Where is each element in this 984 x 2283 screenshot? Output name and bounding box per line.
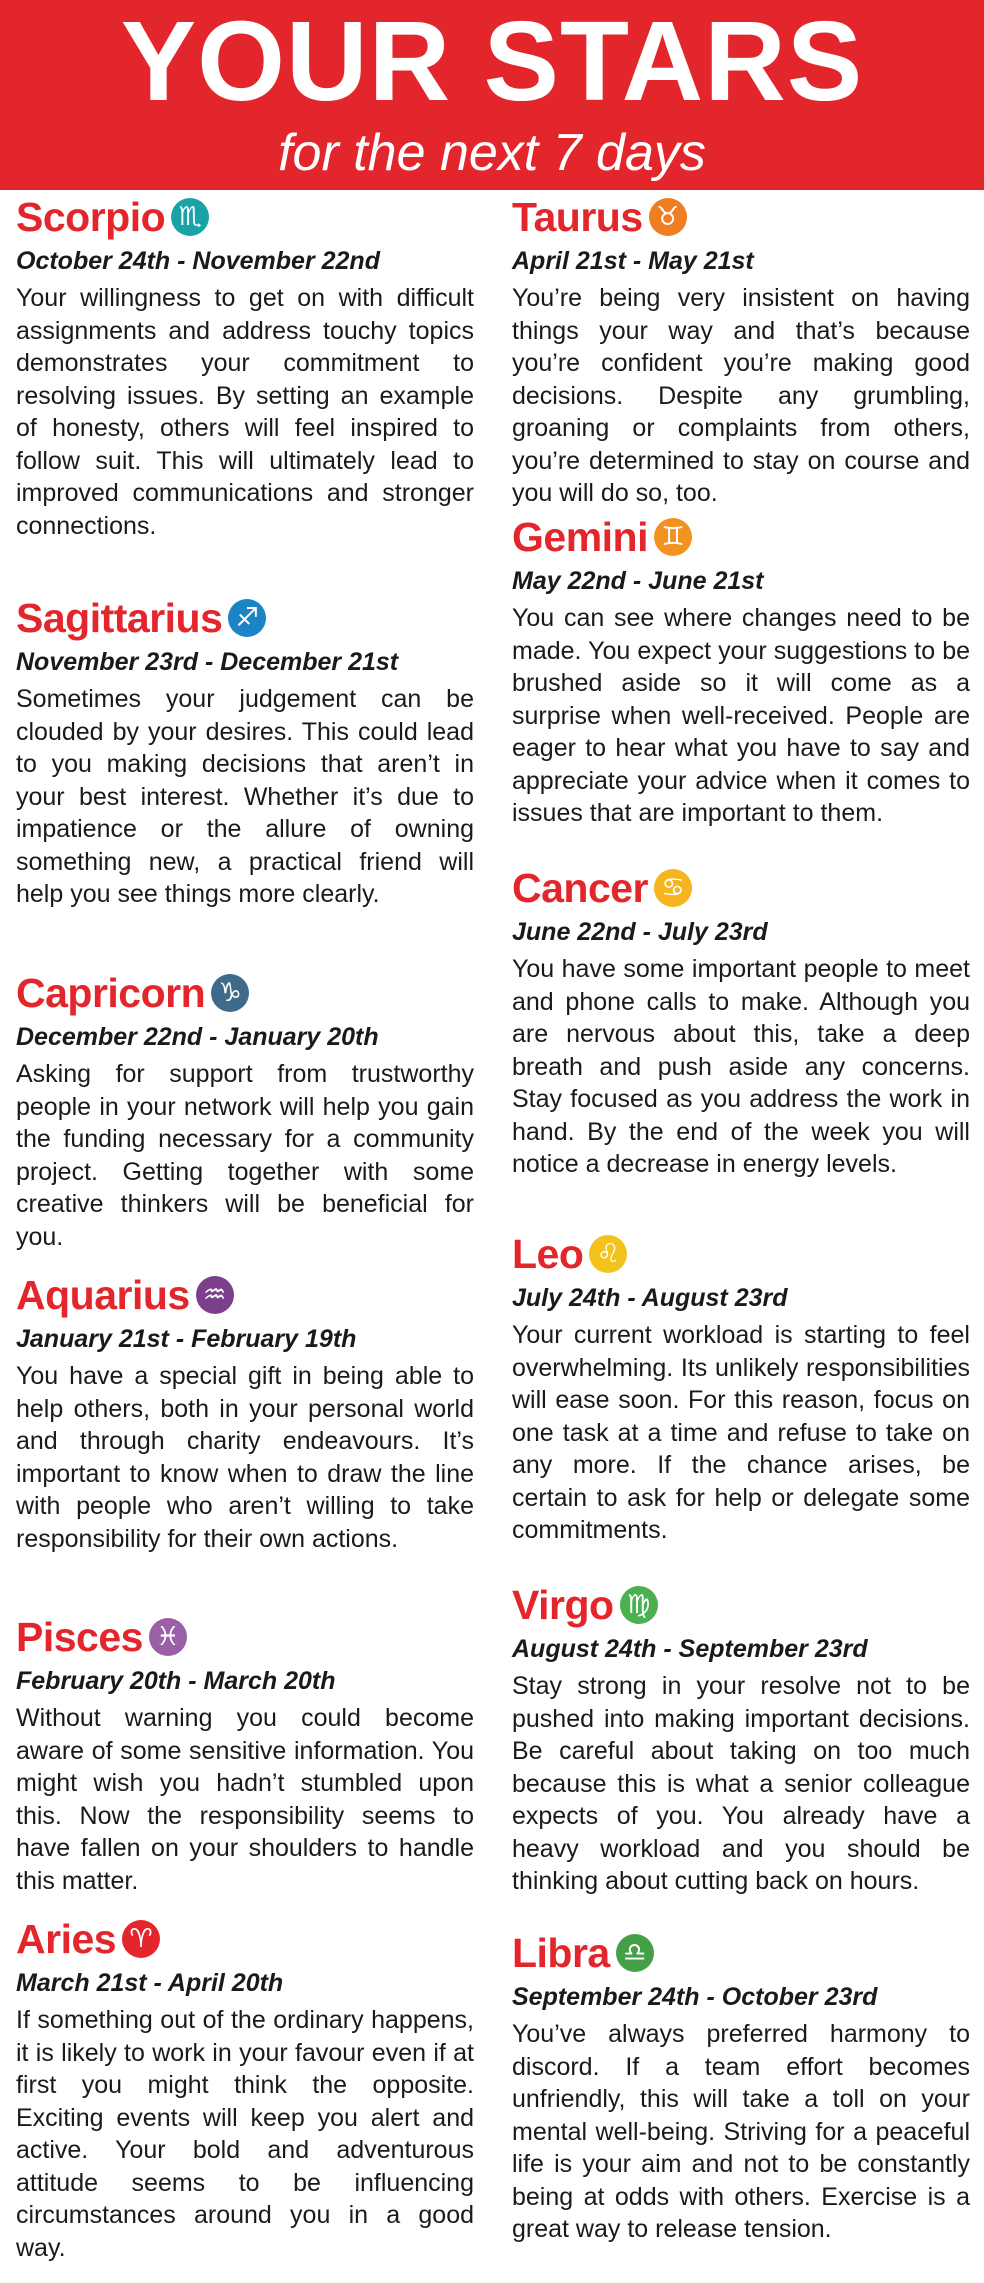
capricorn-icon: ♑ <box>211 974 249 1012</box>
sign-name: Gemini <box>512 514 648 560</box>
horoscope-virgo <box>512 1580 970 1898</box>
sign-dates: May 22nd - June 21st <box>512 567 764 595</box>
horoscope-aquarius <box>16 1270 474 1555</box>
taurus-icon: ♉ <box>649 198 687 236</box>
sign-dates: June 22nd - July 23rd <box>512 918 768 946</box>
horoscope-taurus <box>512 192 970 510</box>
sign-name: Cancer <box>512 865 649 911</box>
sign-dates: July 24th - August 23rd <box>512 1284 788 1312</box>
sign-dates: April 21st - May 21st <box>512 247 754 275</box>
cancer-icon: ♋ <box>654 869 692 907</box>
sign-dates: October 24th - November 22nd <box>16 247 380 275</box>
sign-name: Sagittarius <box>16 595 223 641</box>
gemini-icon: ♊ <box>654 518 692 556</box>
sign-dates: November 23rd - December 21st <box>16 648 399 676</box>
page-title: YOUR STARS <box>120 0 864 124</box>
header-banner <box>0 0 984 190</box>
horoscope-gemini <box>512 512 970 830</box>
horoscope-aries <box>16 1914 474 2264</box>
sign-text: If something out of the ordinary happens, it is likely to work in your favour even if at first you might think the opposite. Exciting events will keep you alert and active. Your bold and adventurous attitude seems to be influencing circumstances around you in a good way. <box>16 2006 474 2262</box>
sign-text: Your current workload is starting to feel overwhelming. Its unlikely responsibilities will ease soon. For this reason, focus on one task at a time and refuse to take on any more. If the chance arises, be certain to ask for help or delegate some commitments. <box>512 1321 970 1544</box>
horoscope-sagittarius <box>16 593 474 911</box>
sign-dates: December 22nd - January 20th <box>16 1023 379 1051</box>
leo-icon: ♌ <box>589 1235 627 1273</box>
pisces-icon: ♓ <box>149 1618 187 1656</box>
sign-text: Your willingness to get on with difficult assignments and address touchy topics demonstrates your commitment to resolving issues. By setting an example of honesty, others will feel inspired to follow suit. This will ultimately lead to improved communications and stronger connections. <box>16 284 474 540</box>
scorpio-icon: ♏ <box>171 198 209 236</box>
aries-icon: ♈ <box>122 1920 160 1958</box>
virgo-icon: ♍ <box>620 1586 658 1624</box>
libra-icon: ♎ <box>616 1934 654 1972</box>
sign-text: Stay strong in your resolve not to be pushed into making important decisions. Be careful about taking on too much because this is what a senior colleague expects of you. You already have a heavy workload and you should be thinking about cutting back on hours. <box>512 1672 970 1895</box>
sign-dates: August 24th - September 23rd <box>512 1635 868 1663</box>
sign-text: Without warning you could become aware of some sensitive information. You might wish you hadn’t stumbled upon this. Now the responsibility seems to have fallen on your shoulders to handle this matter. <box>16 1704 474 1895</box>
horoscope-cancer <box>512 863 970 1181</box>
sign-name: Aries <box>16 1916 117 1962</box>
sign-name: Aquarius <box>16 1272 190 1318</box>
sign-name: Scorpio <box>16 194 166 240</box>
sign-dates: March 21st - April 20th <box>16 1969 284 1997</box>
sign-text: You’re being very insistent on having things your way and that’s because you’re confident you’re making good decisions. Despite any grumbling, groaning or complaints from others, you’re determined to stay on course and you will do so, too. <box>512 284 970 507</box>
sign-text: You have some important people to meet and phone calls to make. Although you are nervous about this, take a deep breath and push aside any concerns. Stay focused as you address the work in hand. By the end of the week you will notice a decrease in energy levels. <box>512 955 970 1178</box>
sign-text: Sometimes your judgement can be clouded by your desires. This could lead to you making decisions that aren’t in your best interest. Whether it’s due to impatience or the allure of owning something new, a practical friend will help you see things more clearly. <box>16 685 474 908</box>
sign-name: Pisces <box>16 1614 143 1660</box>
sign-text: You have a special gift in being able to help others, both in your personal world and through charity endeavours. It’s important to know when to draw the line with people who aren’t willing to take responsibility for their own actions. <box>16 1362 474 1553</box>
sign-dates: January 21st - February 19th <box>16 1325 357 1353</box>
horoscope-libra <box>512 1928 970 2246</box>
sign-name: Libra <box>512 1930 610 1976</box>
sign-name: Virgo <box>512 1582 614 1628</box>
page-subtitle: for the next 7 days <box>278 124 706 182</box>
sign-dates: September 24th - October 23rd <box>512 1983 878 2011</box>
horoscope-pisces <box>16 1612 474 1897</box>
sign-text: You can see where changes need to be made. You expect your suggestions to be brushed aside so it will come as a surprise when well-received. People are eager to hear what you have to say and appreciate your advice when it comes to issues that are important to them. <box>512 604 970 827</box>
sign-dates: February 20th - March 20th <box>16 1667 336 1695</box>
sign-name: Taurus <box>512 194 643 240</box>
aquarius-icon: ♒ <box>196 1276 234 1314</box>
sign-name: Leo <box>512 1231 584 1277</box>
sign-text: Asking for support from trustworthy people in your network will help you gain the funding necessary for a community project. Getting together with some creative thinkers will be beneficial for you. <box>16 1060 474 1251</box>
horoscope-capricorn <box>16 968 474 1253</box>
sagittarius-icon: ♐ <box>228 599 266 637</box>
horoscope-leo <box>512 1229 970 1547</box>
sign-name: Capricorn <box>16 970 206 1016</box>
horoscope-scorpio <box>16 192 474 542</box>
sign-text: You’ve always preferred harmony to discord. If a team effort becomes unfriendly, this will take a toll on your mental well-being. Striving for a peaceful life is your aim and not to be constantly being at odds with others. Exercise is a great way to release tension. <box>512 2020 970 2243</box>
